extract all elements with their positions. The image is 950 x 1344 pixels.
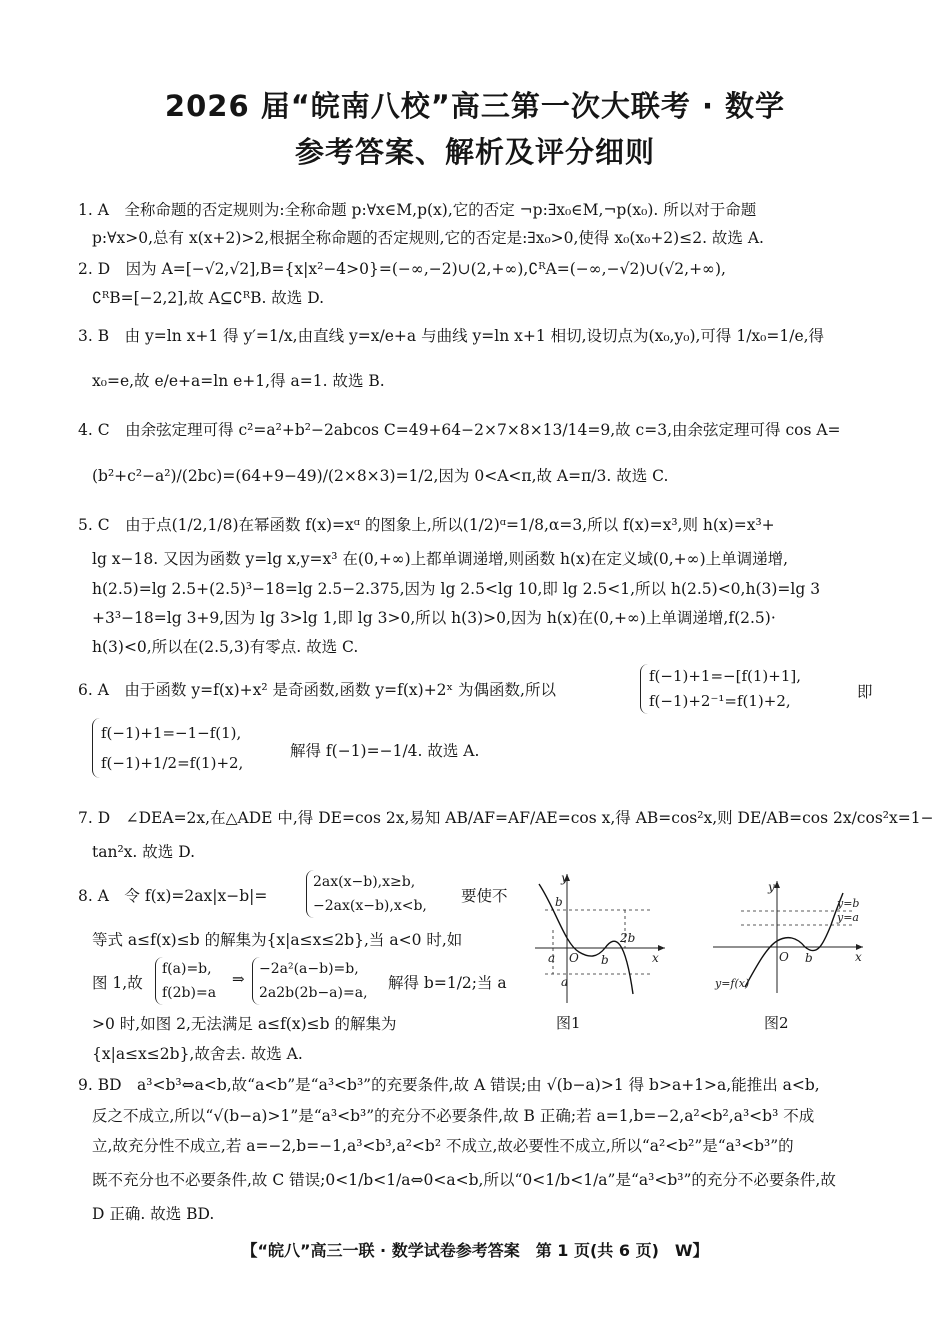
fig2-label-b: b xyxy=(805,951,813,965)
fig1-label-O: O xyxy=(569,951,579,965)
answer-line-19: 要使不 xyxy=(461,887,508,905)
answer-line-3: 2. D 因为 A=[−√2,√2],B={x|x²−4>0}=(−∞,−2)∪(2,+∞),∁ᴿA=(−∞,−√2)∪(√2,+∞), xyxy=(78,260,726,278)
figure-1-caption: 图1 xyxy=(556,1014,581,1032)
q6-system-1 xyxy=(640,664,801,714)
q6-ji: 即 xyxy=(857,683,873,701)
answer-line-17: tan²x. 故选 D. xyxy=(92,843,195,861)
answer-line-11: h(2.5)=lg 2.5+(2.5)³−18=lg 2.5−2.375,因为 lg 2.5<lg 10,即 lg 2.5<1,所以 h(2.5)<0,h(3)=lg 3 xyxy=(92,580,821,598)
answer-line-29: D 正确. 故选 BD. xyxy=(92,1205,215,1223)
answer-line-25: 9. BD a³<b³⇔a<b,故“a<b”是“a³<b³”的充要条件,故 A 错误;由 √(b−a)>1 得 b>a+1>a,能推出 a<b, xyxy=(78,1076,820,1094)
answer-line-23: >0 时,如图 2,无法满足 a≤f(x)≤b 的解集为 xyxy=(92,1015,397,1033)
answer-line-14: 6. A 由于函数 y=f(x)+x² 是奇函数,函数 y=f(x)+2ˣ 为偶函数,所以 xyxy=(78,681,556,699)
answer-line-4: ∁ᴿB=[−2,2],故 A⊆∁ᴿB. 故选 D. xyxy=(92,289,325,307)
answer-line-20: 等式 a≤f(x)≤b 的解集为{x|a≤x≤2b},当 a<0 时,如 xyxy=(92,931,463,949)
answer-line-6: x₀=e,故 e/e+a=ln e+1,得 a=1. 故选 B. xyxy=(92,372,385,390)
answer-line-27: 立,故充分性不成立,若 a=−2,b=−1,a³<b³,a²<b² 不成立,故必要性不成立,所以“a²<b²”是“a³<b³”的 xyxy=(92,1137,794,1155)
answer-line-13: h(3)<0,所以在(2.5,3)有零点. 故选 C. xyxy=(92,638,359,656)
answer-line-5: 3. B 由 y=ln x+1 得 y′=1/x,由直线 y=x/e+a 与曲线 y=ln x+1 相切,设切点为(x₀,y₀),可得 1/x₀=1/e,得 xyxy=(78,327,825,345)
q6-system-2 xyxy=(92,718,243,778)
answer-line-8: (b²+c²−a²)/(2bc)=(64+9−49)/(2×8×3)=1/2,因为 0<A<π,故 A=π/3. 故选 C. xyxy=(92,467,669,485)
q8-piecewise xyxy=(306,870,427,918)
fig1-label-2b: 2b xyxy=(620,931,636,945)
fig1-label-a: a xyxy=(548,951,556,965)
answer-line-9: 5. C 由于点(1/2,1/8)在幂函数 f(x)=xᵅ 的图象上,所以(1/2)ᵅ=1/8,α=3,所以 f(x)=x³,则 h(x)=x³+ xyxy=(78,516,775,534)
fig2-label-fx: y=f(x) xyxy=(715,977,750,990)
q8-system-1 xyxy=(155,957,216,1005)
q6-system-1-eq2: f(−1)+2⁻¹=f(1)+2, xyxy=(649,692,791,710)
answer-line-1: 1. A 全称命题的否定规则为:全称命题 p:∀x∈M,p(x),它的否定 ¬p:∃x₀∈M,¬p(x₀). 所以对于命题 xyxy=(78,201,757,219)
fig1-label-a-axis: a xyxy=(561,975,569,989)
fig2-label-x: x xyxy=(855,950,862,964)
answer-line-22: 解得 b=1/2;当 a xyxy=(388,974,507,992)
answer-line-24: {x|a≤x≤2b},故舍去. 故选 A. xyxy=(92,1045,303,1063)
q6-system-2-eq2: f(−1)+1/2=f(1)+2, xyxy=(101,754,244,772)
fig2-label-y: y xyxy=(768,880,775,894)
page-title: 2026 届“皖南八校”高三第一次大联考 · 数学 xyxy=(164,89,786,123)
fig2-label-ya: y=a xyxy=(837,911,859,924)
q8-system-1-eq1: f(a)=b, xyxy=(162,961,212,977)
fig1-label-x: x xyxy=(652,951,659,965)
answer-line-15: 解得 f(−1)=−1/4. 故选 A. xyxy=(290,742,480,760)
page-footer: 【“皖八”高三一联 · 数学试卷参考答案 第 1 页(共 6 页) W】 xyxy=(241,1241,709,1260)
answer-line-18: 8. A 令 f(x)=2ax|x−b|= xyxy=(78,887,268,905)
q8-system-2-eq2: 2a2b(2b−a)=a, xyxy=(259,985,368,1001)
answer-line-7: 4. C 由余弦定理可得 c²=a²+b²−2abcos C=49+64−2×7×8×13/14=9,故 c=3,由余弦定理可得 cos A= xyxy=(78,421,841,439)
q8-piece-2: −2ax(x−b),x<b, xyxy=(313,898,427,914)
q8-system-2 xyxy=(252,957,368,1005)
answer-line-28: 既不充分也不必要条件,故 C 错误;0<1/b<1/a⇔0<a<b,所以“0<1/b<1/a”是“a³<b³”的充分不必要条件,故 xyxy=(92,1171,836,1189)
answer-line-16: 7. D ∠DEA=2x,在△ADE 中,得 DE=cos 2x,易知 AB/AF=AF/AE=cos x,得 AB=cos²x,则 DE/AB=cos 2x/cos²x=1− xyxy=(78,809,934,827)
answer-line-12: +3³−18=lg 3+9,因为 lg 3>lg 1,即 lg 3>0,所以 h(3)>0,因为 h(x)在(0,+∞)上单调递增,f(2.5)· xyxy=(92,609,776,627)
figure-2-graph xyxy=(705,875,870,1000)
answer-line-10: lg x−18. 又因为函数 y=lg x,y=x³ 在(0,+∞)上都单调递增,则函数 h(x)在定义域(0,+∞)上单调递增, xyxy=(92,550,789,568)
figure-2-caption: 图2 xyxy=(764,1014,789,1032)
figure-1-graph xyxy=(525,868,675,1008)
q6-system-1-eq1: f(−1)+1=−[f(1)+1], xyxy=(649,667,801,685)
fig1-label-b-axis: b xyxy=(601,953,609,967)
fig2-label-yb: y=b xyxy=(837,897,860,910)
answer-line-21: 图 1,故 xyxy=(92,974,143,992)
q8-system-1-eq2: f(2b)=a xyxy=(162,985,217,1001)
q8-system-2-eq1: −2a²(a−b)=b, xyxy=(259,961,359,977)
fig1-label-b: b xyxy=(555,895,563,909)
fig1-label-y: y xyxy=(561,871,568,885)
page-subtitle: 参考答案、解析及评分细则 xyxy=(294,135,655,169)
q6-system-2-eq1: f(−1)+1=−1−f(1), xyxy=(101,724,242,742)
answer-line-2: p:∀x>0,总有 x(x+2)>2,根据全称命题的否定规则,它的否定是:∃x₀>0,使得 x₀(x₀+2)≤2. 故选 A. xyxy=(92,229,764,247)
q8-implies: ⇒ xyxy=(232,970,245,988)
q8-piece-1: 2ax(x−b),x≥b, xyxy=(313,874,416,890)
fig2-label-O: O xyxy=(779,950,789,964)
answer-line-26: 反之不成立,所以“√(b−a)>1”是“a³<b³”的充分不必要条件,故 B 正确;若 a=1,b=−2,a²<b²,a³<b³ 不成 xyxy=(92,1107,815,1125)
